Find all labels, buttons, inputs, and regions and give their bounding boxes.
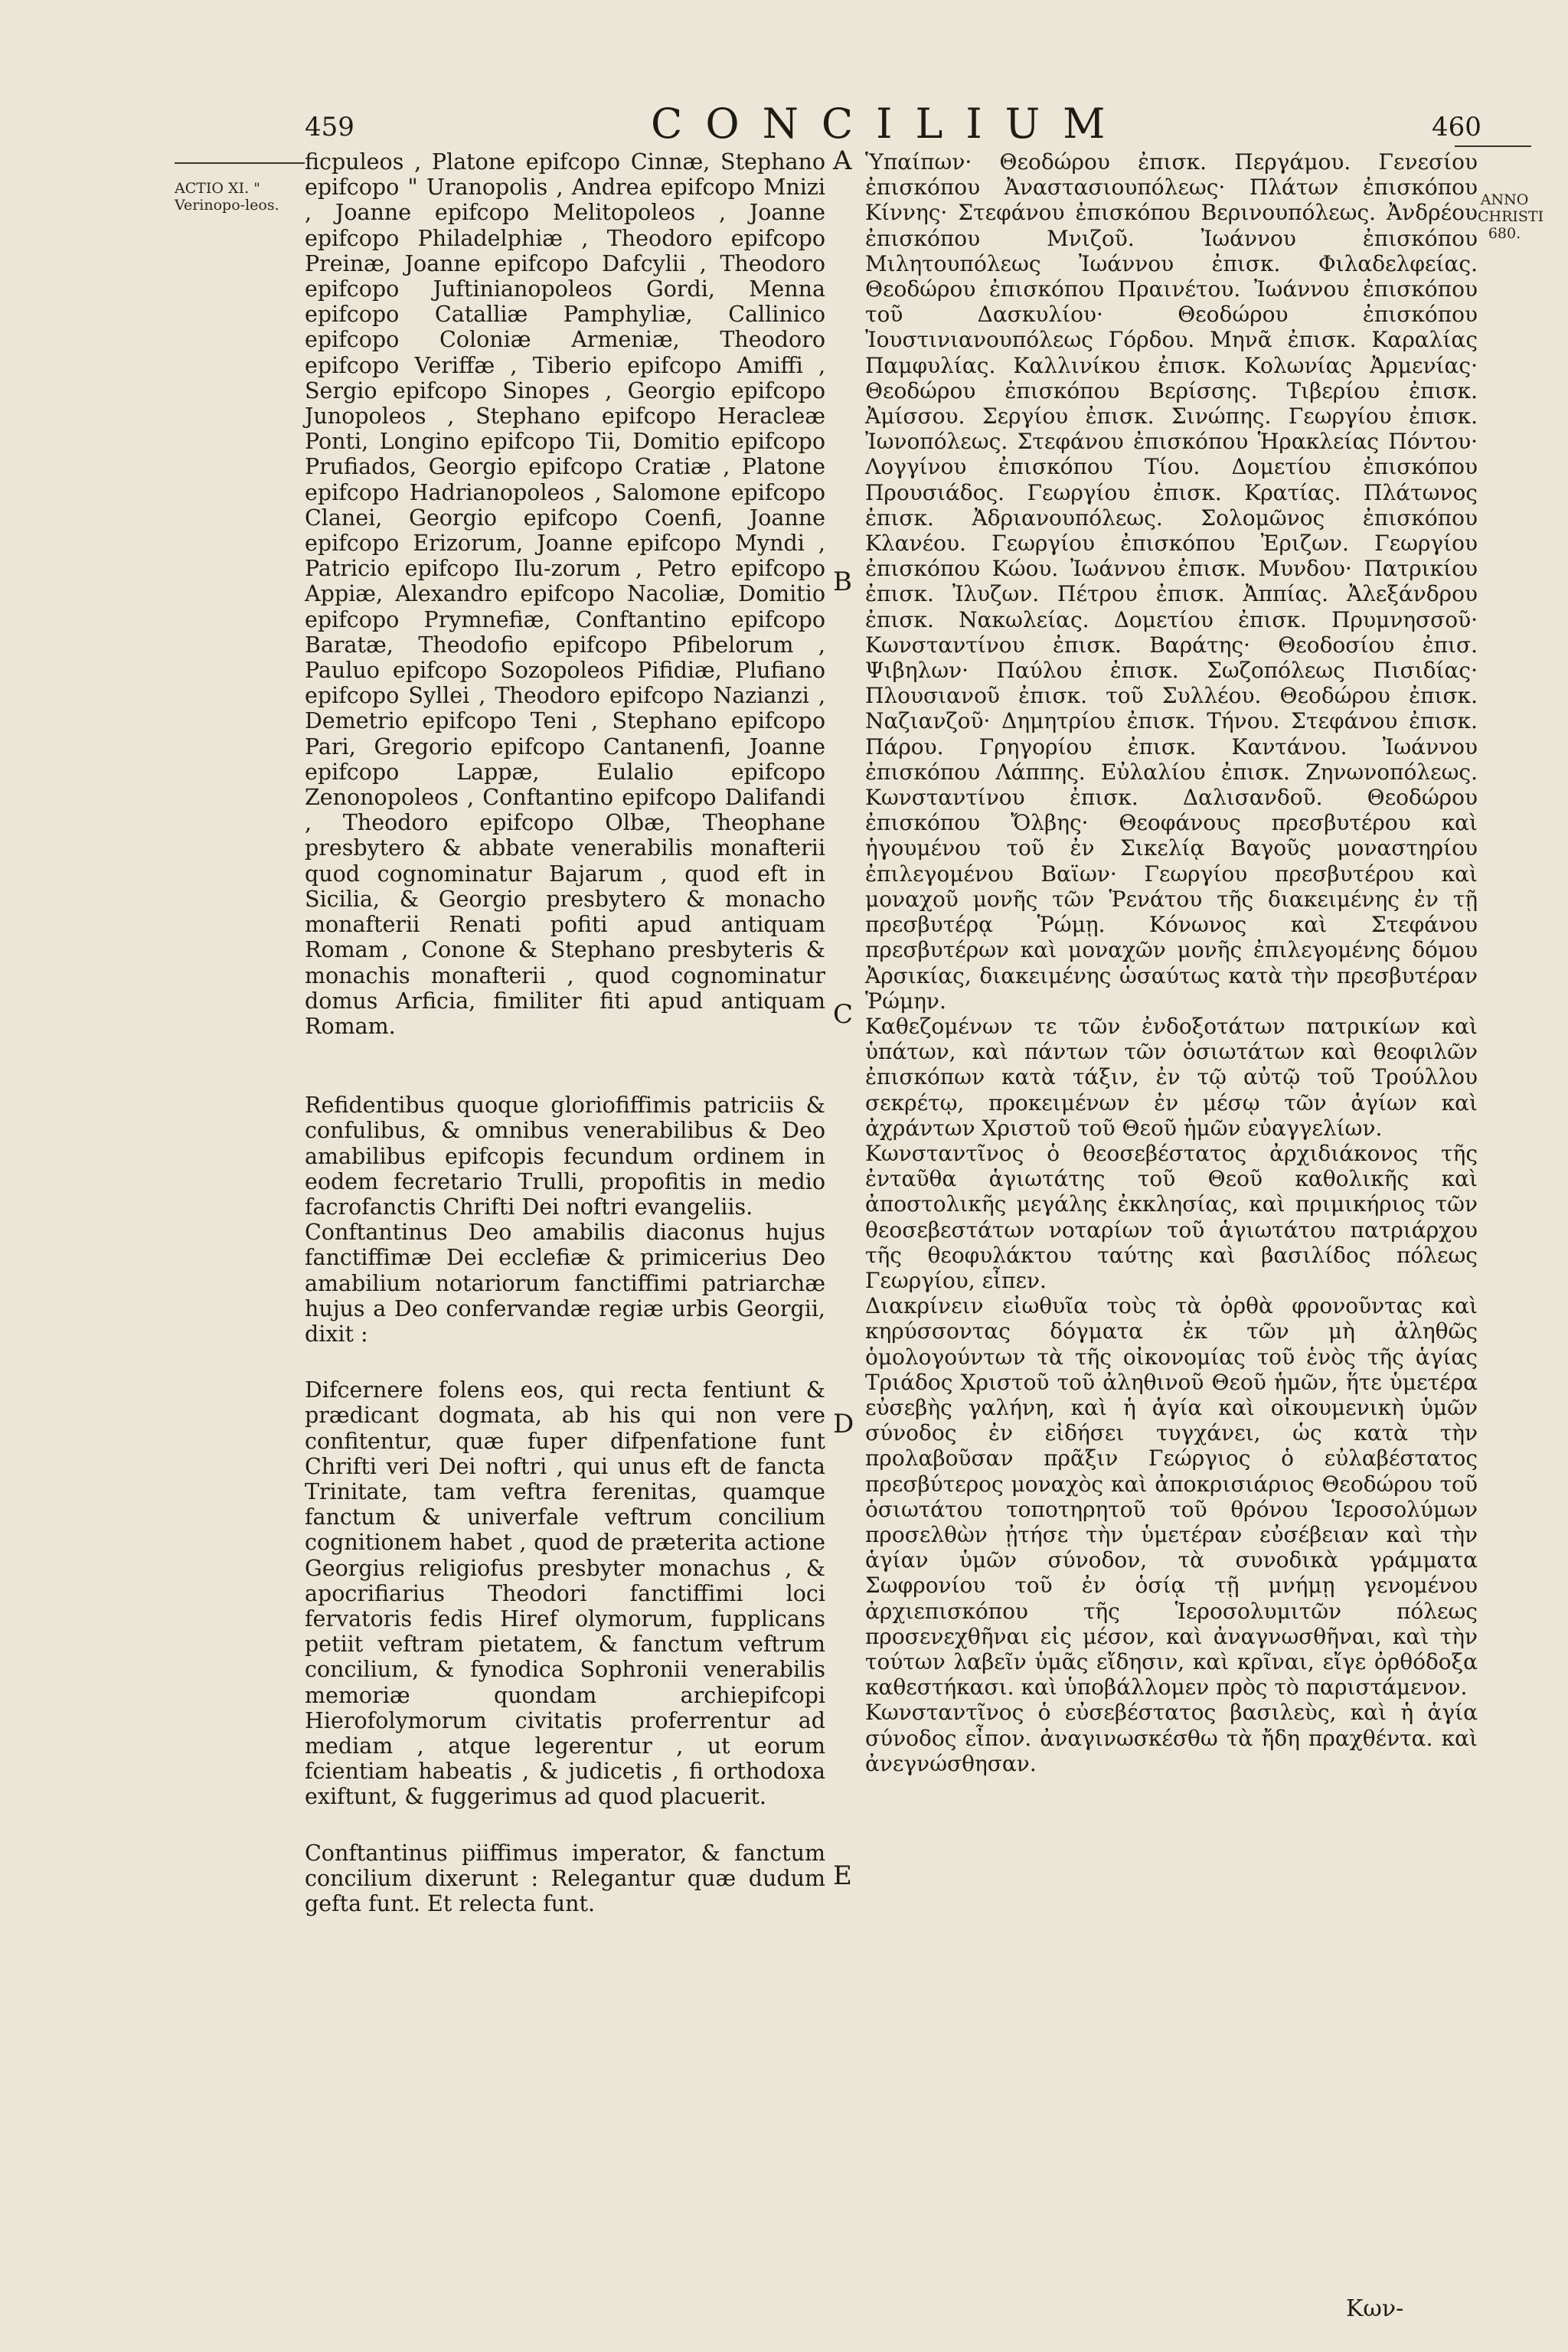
section-marker-a: A [833,145,852,176]
catchword: Κων- [1346,2295,1404,2322]
running-title: CONCILIUM [651,100,1129,148]
margin-note-left: ACTIO XI. " Verinopo-leos. [175,180,279,214]
section-marker-d: D [833,1409,854,1439]
latin-para-4: Difcernere folens eos, qui recta fentiunt & prædicant dogmata, ab his qui non vere confitentur, quæ fuper difpenfatione funt Chrifti veri Dei noftri , qui unus eft de fancta Trinitate, tam veftra ferenitas, quamque fanctum & univerfale veftrum concilium cognitionem habet , quod de præterita actione Georgius religiofus presbyter monachus , & apocrifiarius Theodori fanctiffimi loci fervatoris fedis Hiref olymorum, fupplicans petiit veftram pietatem, & fanctum veftrum concilium, & fynodica Sophronii venerabilis memoriæ quondam archiepifcopi Hierofolymorum civitatis proferrentur ad mediam , atque legerentur , ut eorum fcientiam habeatis , & judicetis , fi orthodoxa exiftunt, & fuggerimus ad quod placuerit. [305,1377,825,1810]
greek-para-4: Διακρίνειν εἰωθυῖα τοὺς τὰ ὀρθὰ φρονοῦντας καὶ κηρύσσοντας δόγματα ἐκ τῶν μὴ ἀληθῶς ὁμολογούντων τὰ τῆς οἰκονομίας τοῦ ἑνὸς τῆς ἁγίας Τριάδος Χριστοῦ τοῦ ἀληθινοῦ Θεοῦ ἡμῶν, ἥτε ὑμετέρα εὐσεβὴς γαλήνη, καὶ ἡ ἁγία καὶ οἰκουμενικὴ ὑμῶν σύνοδος ἐν εἰδήσει τυγχάνει, ὡς κατὰ τὴν προλαβοῦσαν πρᾶξιν Γεώργιος ὁ εὐλαβέστατος πρεσβύτερος μοναχὸς καὶ ἀποκρισιάριος Θεοδώρου τοῦ ὁσιωτάτου τοποτηρητοῦ τοῦ θρόνου Ἱεροσολύμων προσελθὼν ᾐτήσε τὴν ὑμετέραν εὐσέβειαν καὶ τὴν ἁγίαν ὑμῶν σύνοδον, τὰ συνοδικὰ γράμματα Σωφρονίου τοῦ ἐν ὁσίᾳ τῇ μνήμῃ γενομένου ἀρχιεπισκόπου τῆς Ἱεροσολυμιτῶν πόλεως προσενεχθῆναι εἰς μέσον, καὶ ἀναγνωσθῆναι, καὶ τὴν τούτων λαβεῖν ὑμᾶς εἴδησιν, καὶ κρῖναι, εἴγε ὀρθόδοξα καθεστήκασι. καὶ ὑποβάλλομεν πρὸς τὸ παριστάμενον. [865,1293,1478,1700]
greek-column [865,149,1478,1776]
greek-para-2: Καθεζομένων τε τῶν ἐνδοξοτάτων πατρικίων καὶ ὑπάτων, καὶ πάντων τῶν ὁσιωτάτων καὶ θεοφιλῶν ἐπισκόπων κατὰ τάξιν, ἐν τῷ αὐτῷ τοῦ Τρούλλου σεκρέτῳ, προκειμένων ἐν μέσῳ τῶν ἁγίων καὶ ἀχράντων Χριστοῦ τοῦ Θεοῦ ἡμῶν εὐαγγελίων. [865,1013,1478,1141]
rule-right [1455,145,1531,147]
page-number-right: 460 [1432,112,1481,142]
latin-para-2: Refidentibus quoque gloriofiffimis patriciis & confulibus, & omnibus venerabilibus & Deo amabilibus epifcopis fecundum ordinem in eodem fecretario Trulli, propofitis in medio facrofanctis Chrifti Dei noftri evangeliis. [305,1093,825,1220]
greek-para-3: Κωνσταντῖνος ὁ θεοσεβέστατος ἀρχιδιάκονος τῆς ἐνταῦθα ἁγιωτάτης τοῦ Θεοῦ καθολικῆς καὶ ἀποστολικῆς μεγάλης ἐκκλησίας, καὶ πριμικήριος τῶν θεοσεβεστάτων νοταρίων τοῦ ἁγιωτάτου πατριάρχου τῆς θεοφυλάκτου ταύτης καὶ βασιλίδος πόλεως Γεωργίου, εἶπεν. [865,1140,1478,1293]
page-header [0,100,1568,148]
rule-left [175,162,305,164]
greek-para-5: Κωνσταντῖνος ὁ εὐσεβέστατος βασιλεὺς, καὶ ἡ ἁγία σύνοδος εἶπον. ἀναγινωσκέσθω τὰ ἤδη πραχθέντα. καὶ ἀνεγνώσθησαν. [865,1700,1478,1776]
margin-note-right: ANNO CHRISTI 680. [1478,191,1544,242]
greek-para-1: Ὑπαίπων· Θεοδώρου ἐπισκ. Περγάμου. Γενεσίου ἐπισκόπου Ἀναστασιουπόλεως· Πλάτων ἐπισκόπου Κίννης· Στεφάνου ἐπισκόπου Βερινουπόλεως. Ἀνδρέου ἐπισκόπου Μνιζοῦ. Ἰωάννου ἐπισκόπου Μιλητουπόλεως Ἰωάννου ἐπισκ. Φιλαδελφείας. Θεοδώρου ἐπισκόπου Πραινέτου. Ἰωάννου ἐπισκόπου τοῦ Δασκυλίου· Θεοδώρου ἐπισκόπου Ἰουστινιανουπόλεως Γόρδου. Μηνᾶ ἐπισκ. Καραλίας Παμφυλίας. Καλλινίκου ἐπισκ. Κολωνίας Ἀρμενίας· Θεοδώρου ἐπισκόπου Βερίσσης. Τιβερίου ἐπισκ. Ἀμίσσου. Σεργίου ἐπισκ. Σινώπης. Γεωργίου ἐπισκ. Ἰωνοπόλεως. Στεφάνου ἐπισκόπου Ἡρακλείας Πόντου· Λογγίνου ἐπισκόπου Τίου. Δομετίου ἐπισκόπου Προυσιάδος. Γεωργίου ἐπισκ. Κρατίας. Πλάτωνος ἐπισκ. Ἀδριανουπόλεως. Σολομῶνος ἐπισκόπου Κλανέου. Γεωργίου ἐπισκόπου Ἐριζων. Γεωργίου ἐπισκόπου Κώου. Ἰωάννου ἐπισκ. Μυνδου· Πατρικίου ἐπισκ. Ἰλυζων. Πέτρου ἐπισκ. Ἀππίας. Ἀλεξάνδρου ἐπισκ. Νακωλείας. Δομετίου ἐπισκ. Πρυμνησσοῦ· Κωνσταντίνου ἐπισκ. Βαράτης· Θεοδοσίου ἐπισ. Ψιβηλων· Παύλου ἐπισκ. Σωζοπόλεως Πισιδίας· Πλουσιανοῦ ἐπισκ. τοῦ Συλλέου. Θεοδώρου ἐπισκ. Ναζιανζοῦ· Δημητρίου ἐπισκ. Τήνου. Στεφάνου ἐπισκ. Πάρου. Γρηγορίου ἐπισκ. Καντάνου. Ἰωάννου ἐπισκόπου Λάππης. Εὐλαλίου ἐπισκ. Ζηνωνοπόλεως. Κωνσταντίνου ἐπισκ. Δαλισανδοῦ. Θεοδώρου ἐπισκόπου Ὄλβης· Θεοφάνους πρεσβυτέρου καὶ ἡγουμένου τοῦ ἐν Σικελίᾳ Βαγοῦς μοναστηρίου ἐπιλεγομένου Βαϊων· Γεωργίου πρεσβυτέρου καὶ μοναχοῦ μονῆς τῶν Ῥενάτου τῆς διακειμένης ἐν τῇ πρεσβυτέρᾳ Ῥώμῃ. Κόνωνος καὶ Στεφάνου πρεσβυτέρων καὶ μοναχῶν μονῆς ἐπιλεγομένης δόμου Ἀρσικίας, διακειμένης ὡσαύτως κατὰ τὴν πρεσβυτέραν Ῥώμην. [865,149,1478,1014]
section-marker-b: B [833,567,852,597]
latin-para-5: Conftantinus piiffimus imperator, & fanctum concilium dixerunt : Relegantur quæ dudum gefta funt. Et relecta funt. [305,1840,825,1916]
latin-para-1: ficpuleos , Platone epifcopo Cinnæ, Stephano epifcopo " Uranopolis , Andrea epifcopo Mnizi , Joanne epifcopo Melitopoleos , Joanne epifcopo Philadelphiæ , Theodoro epifcopo Preinæ, Joanne epifcopo Dafcylii , Theodoro epifcopo Juftinianopoleos Gordi, Menna epifcopo Catalliæ Pamphyliæ, Callinico epifcopo Coloniæ Armeniæ, Theodoro epifcopo Veriffæ , Tiberio epifcopo Amiffi , Sergio epifcopo Sinopes , Georgio epifcopo Junopoleos , Stephano epifcopo Heracleæ Ponti, Longino epifcopo Tii, Domitio epifcopo Prufiados, Georgio epifcopo Cratiæ , Platone epifcopo Hadrianopoleos , Salomone epifcopo Clanei, Georgio epifcopo Coenfi, Joanne epifcopo Erizorum, Joanne epifcopo Myndi , Patricio epifcopo Ilu-zorum , Petro epifcopo Appiæ, Alexandro epifcopo Nacoliæ, Domitio epifcopo Prymnefiæ, Conftantino epifcopo Baratæ, Theodofio epifcopo Pfibelorum , Pauluo epifcopo Sozopoleos Pifidiæ, Plufiano epifcopo Syllei , Theodoro epifcopo Nazianzi , Demetrio epifcopo Teni , Stephano epifcopo Pari, Gregorio epifcopo Cantanenfi, Joanne epifcopo Lappæ, Eulalio epifcopo Zenonopoleos , Conftantino epifcopo Dalifandi , Theodoro epifcopo Olbæ, Theophane presbytero & abbate venerabilis monafterii quod cognominatur Bajarum , quod eft in Sicilia, & Georgio presbytero & monacho monafterii Renati pofiti apud antiquam Romam , Conone & Stephano presbyteris & monachis monafterii , quod cognominatur domus Arficia, fimiliter fiti apud antiquam Romam. [305,149,825,1039]
page-number-left: 459 [305,112,354,142]
section-marker-e: E [833,1860,852,1891]
section-marker-c: C [833,999,854,1030]
latin-para-3: Conftantinus Deo amabilis diaconus hujus fanctiffimæ Dei ecclefiæ & primicerius Deo amabilium notariorum fanctiffimi patriarchæ hujus a Deo confervandæ regiæ urbis Georgii, dixit : [305,1220,825,1347]
latin-column [305,149,825,1916]
